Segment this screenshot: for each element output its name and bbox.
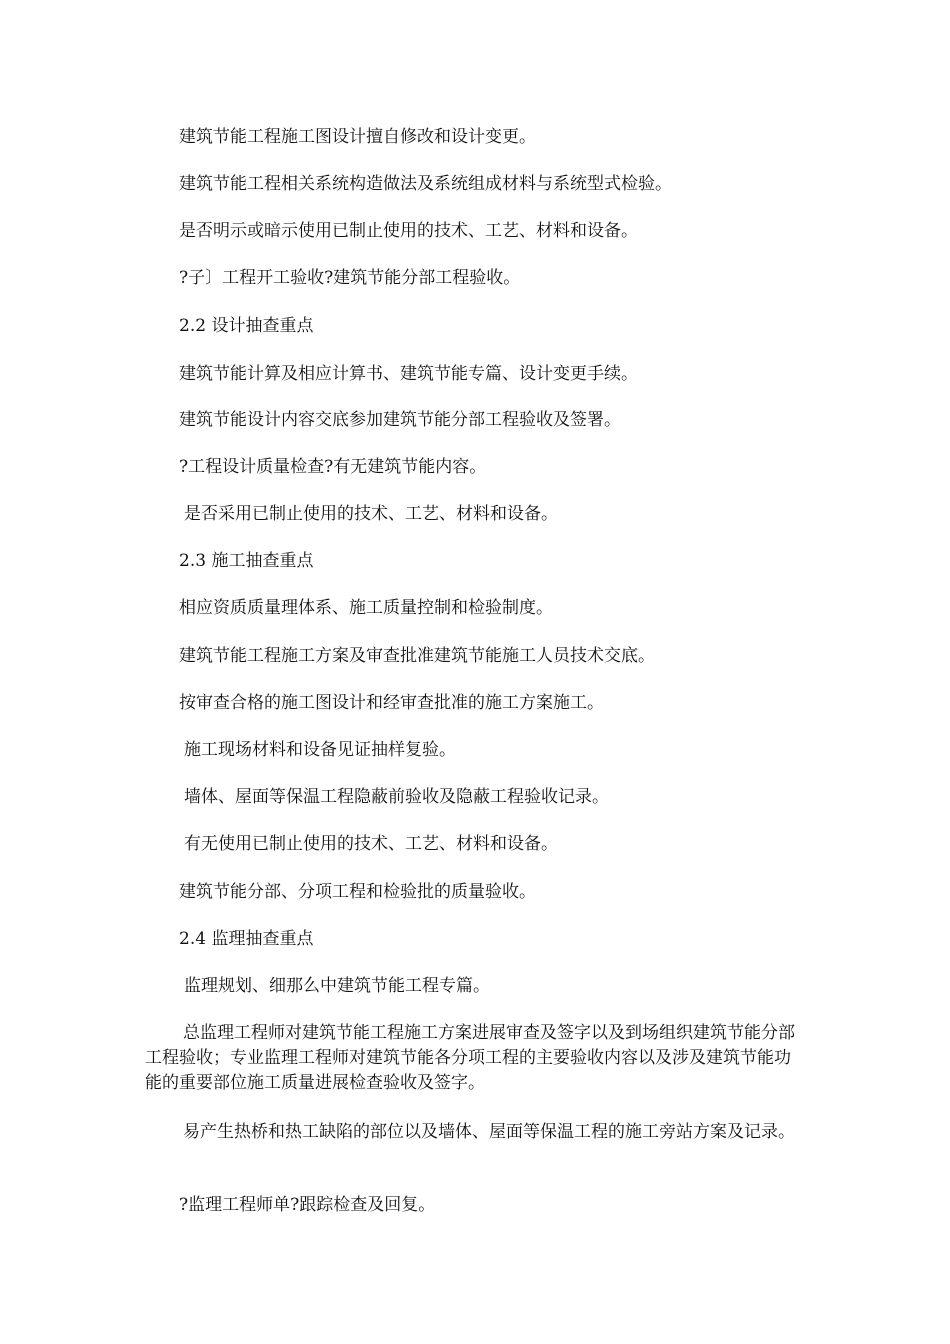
paragraph-text: 建筑节能分部、分项工程和检验批的质量验收。	[179, 882, 536, 902]
paragraph-text: 监理规划、细那么中建筑节能工程专篇。	[184, 976, 490, 996]
paragraph-text: 建筑节能计算及相应计算书、建筑节能专篇、设计变更手续。	[179, 364, 638, 384]
section-heading: 2.4 监理抽查重点	[179, 929, 314, 949]
paragraph-text: 施工现场材料和设备见证抽样复验。	[184, 740, 456, 760]
section-heading: 2.3 施工抽查重点	[179, 551, 314, 571]
paragraph-text: ?监理工程师单?跟踪检查及回复。	[179, 1195, 436, 1215]
paragraph-text: ?子〕工程开工验收?建筑节能分部工程验收。	[179, 268, 521, 288]
paragraph-text: 相应资质质量理体系、施工质量控制和检验制度。	[179, 598, 553, 618]
paragraph-text: 建筑节能设计内容交底参加建筑节能分部工程验收及签署。	[179, 410, 621, 430]
paragraph-text: 是否采用已制止使用的技术、工艺、材料和设备。	[184, 504, 558, 524]
paragraph-text: 按审查合格的施工图设计和经审查批准的施工方案施工。	[179, 693, 604, 713]
paragraph-text: 总监理工程师对建筑节能工程施工方案进展审查及签字以及到场组织建筑节能分部工程验收；专业监理工程师对建筑节能各分项工程的主要验收内容以及涉及建筑节能功能的重要部位施工质量进展检查验收及签字。	[145, 1023, 795, 1093]
paragraph-text: 建筑节能工程施工图设计擅自修改和设计变更。	[179, 127, 536, 147]
paragraph-text: 易产生热桥和热工缺陷的部位以及墙体、屋面等保温工程的施工旁站方案及记录。	[183, 1122, 795, 1142]
paragraph-text: 建筑节能工程相关系统构造做法及系统组成材料与系统型式检验。	[179, 174, 672, 194]
paragraph-text: 墙体、屋面等保温工程隐蔽前验收及隐蔽工程验收记录。	[184, 787, 609, 807]
paragraph-text: ?工程设计质量检查?有无建筑节能内容。	[179, 457, 487, 477]
section-heading: 2.2 设计抽查重点	[179, 316, 314, 336]
paragraph-text: 是否明示或暗示使用已制止使用的技术、工艺、材料和设备。	[179, 221, 638, 241]
paragraph-text: 有无使用已制止使用的技术、工艺、材料和设备。	[184, 834, 558, 854]
paragraph-text: 建筑节能工程施工方案及审查批准建筑节能施工人员技术交底。	[179, 646, 655, 666]
